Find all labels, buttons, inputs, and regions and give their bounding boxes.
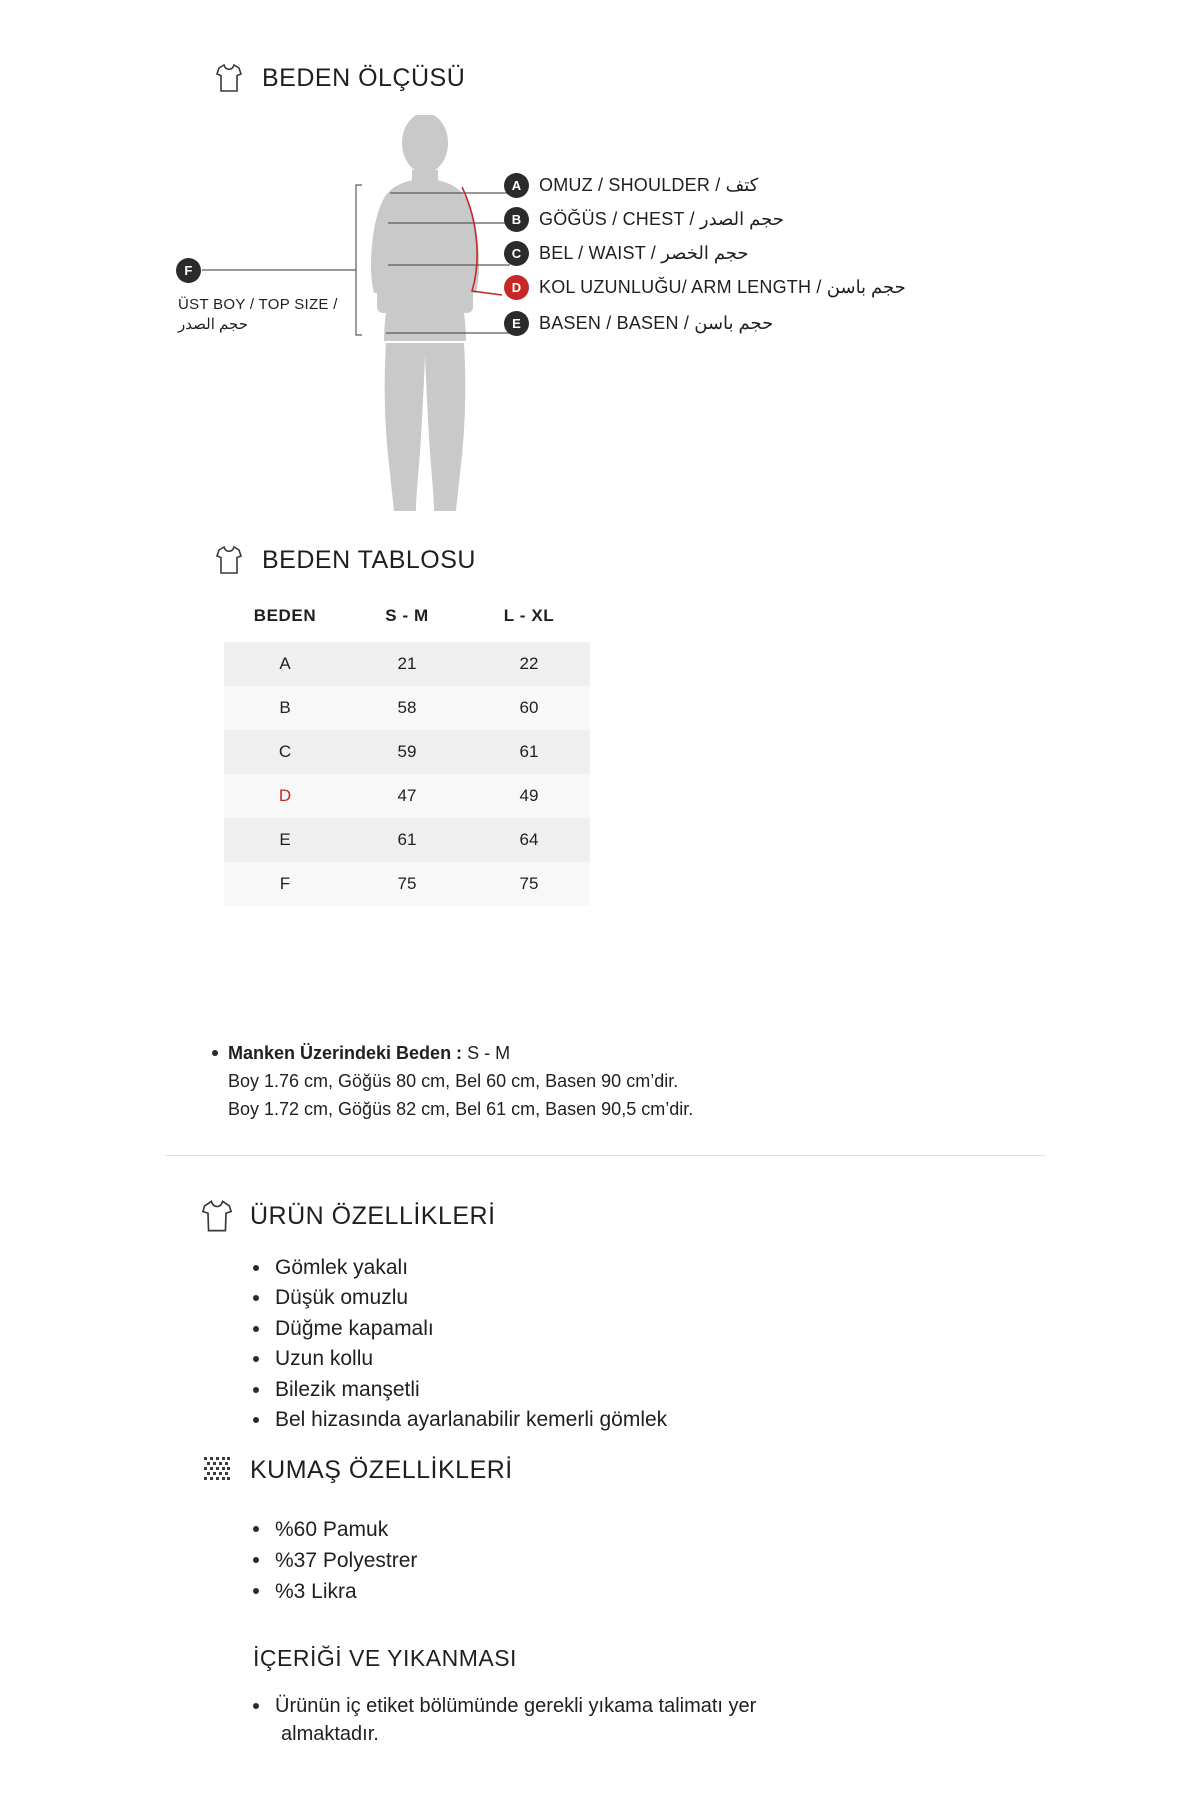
table-header-sm: S - M xyxy=(385,606,429,625)
size-table-wrapper xyxy=(224,592,590,906)
list-item: Düğme kapamalı xyxy=(253,1314,667,1344)
legend-bullet-c: C xyxy=(504,241,529,266)
product-feature-list xyxy=(253,1253,667,1436)
top-size-label xyxy=(178,295,368,336)
section-header-size-measure xyxy=(212,58,465,98)
table-header-beden: BEDEN xyxy=(253,606,317,625)
washing-line1: Ürünün iç etiket bölümünde gerekli yıkama talimatı yer xyxy=(275,1695,757,1717)
size-table xyxy=(224,592,590,906)
section-header-washing: İÇERİĞİ VE YIKANMASI xyxy=(253,1645,517,1671)
row-value-lxl: 49 xyxy=(468,774,590,818)
row-value-lxl: 64 xyxy=(468,818,590,862)
legend-item-e xyxy=(504,311,773,336)
model-note-value: S - M xyxy=(467,1043,511,1063)
row-value-lxl: 61 xyxy=(468,730,590,774)
legend-item-b xyxy=(504,207,784,232)
row-value-sm: 61 xyxy=(346,818,468,862)
row-label: E xyxy=(224,818,346,862)
legend-label-e: BASEN / BASEN / حجم باسن xyxy=(539,313,774,333)
washing-note-list xyxy=(253,1692,953,1748)
legend-label-a: OMUZ / SHOULDER / كتف xyxy=(539,175,759,195)
table-row xyxy=(224,642,590,686)
top-size-line1: ÜST BOY / TOP SIZE / xyxy=(178,296,338,313)
model-note-label: Manken Üzerindeki Beden : xyxy=(228,1043,463,1063)
table-row xyxy=(224,686,590,730)
section-title: KUMAŞ ÖZELLİKLERİ xyxy=(250,1455,513,1484)
model-size-note xyxy=(212,1040,693,1124)
legend-item-c xyxy=(504,241,749,266)
row-value-sm: 75 xyxy=(346,862,468,906)
list-item: Bel hizasında ayarlanabilir kemerli gömlek xyxy=(253,1405,667,1435)
legend-bullet-d: D xyxy=(504,275,529,300)
tshirt-icon xyxy=(212,58,246,98)
model-note-line2: Boy 1.72 cm, Göğüs 82 cm, Bel 61 cm, Basen 90,5 cm’dir. xyxy=(228,1098,694,1119)
table-row xyxy=(224,774,590,818)
section-divider xyxy=(165,1155,1045,1156)
section-title: BEDEN ÖLÇÜSÜ xyxy=(262,63,466,92)
section-header-product-features xyxy=(200,1196,496,1236)
legend-item-a xyxy=(504,173,758,198)
table-row xyxy=(224,862,590,906)
list-item xyxy=(253,1692,953,1748)
legend-item-f xyxy=(176,258,211,283)
row-label: A xyxy=(224,642,346,686)
mannequin-silhouette xyxy=(371,115,479,511)
table-row xyxy=(224,730,590,774)
legend-bullet-f: F xyxy=(176,258,201,283)
row-value-lxl: 75 xyxy=(468,862,590,906)
list-item: Gömlek yakalı xyxy=(253,1253,667,1283)
legend-bullet-e: E xyxy=(504,311,529,336)
legend-bullet-b: B xyxy=(504,207,529,232)
bullet-dot-icon xyxy=(212,1050,218,1056)
fabric-feature-list xyxy=(253,1514,417,1607)
section-header-fabric-features xyxy=(200,1450,513,1490)
legend-bullet-a: A xyxy=(504,173,529,198)
legend-label-d: KOL UZUNLUĞU/ ARM LENGTH / حجم باسن xyxy=(539,277,906,297)
legend-item-d xyxy=(504,275,906,300)
row-label: C xyxy=(224,730,346,774)
table-header-row xyxy=(224,592,590,642)
tshirt-icon xyxy=(200,1196,234,1236)
row-label: D xyxy=(224,774,346,818)
list-item: Düşük omuzlu xyxy=(253,1283,667,1313)
model-note-line1: Boy 1.76 cm, Göğüs 80 cm, Bel 60 cm, Basen 90 cm’dir. xyxy=(228,1070,679,1091)
top-size-line2: حجم الصدر xyxy=(178,316,248,334)
washing-line2: almaktadır. xyxy=(281,1723,379,1745)
fabric-swatch-icon xyxy=(200,1450,234,1490)
legend-label-b: GÖĞÜS / CHEST / حجم الصدر xyxy=(539,209,784,229)
list-item: %37 Polyestrer xyxy=(253,1545,417,1576)
section-title: BEDEN TABLOSU xyxy=(262,545,476,574)
row-label: B xyxy=(224,686,346,730)
list-item: %60 Pamuk xyxy=(253,1514,417,1545)
row-value-sm: 59 xyxy=(346,730,468,774)
row-value-lxl: 60 xyxy=(468,686,590,730)
section-header-size-table xyxy=(212,540,476,580)
table-row xyxy=(224,818,590,862)
row-value-sm: 58 xyxy=(346,686,468,730)
table-header-lxl: L - XL xyxy=(503,606,555,625)
row-value-lxl: 22 xyxy=(468,642,590,686)
list-item: Uzun kollu xyxy=(253,1344,667,1374)
tshirt-icon xyxy=(212,540,246,580)
section-title: ÜRÜN ÖZELLİKLERİ xyxy=(250,1201,496,1230)
list-item: %3 Likra xyxy=(253,1576,417,1607)
list-item: Bilezik manşetli xyxy=(253,1375,667,1405)
row-label: F xyxy=(224,862,346,906)
measurement-diagram xyxy=(150,115,1150,535)
row-value-sm: 47 xyxy=(346,774,468,818)
legend-label-c: BEL / WAIST / حجم الخصر xyxy=(539,243,749,263)
row-value-sm: 21 xyxy=(346,642,468,686)
